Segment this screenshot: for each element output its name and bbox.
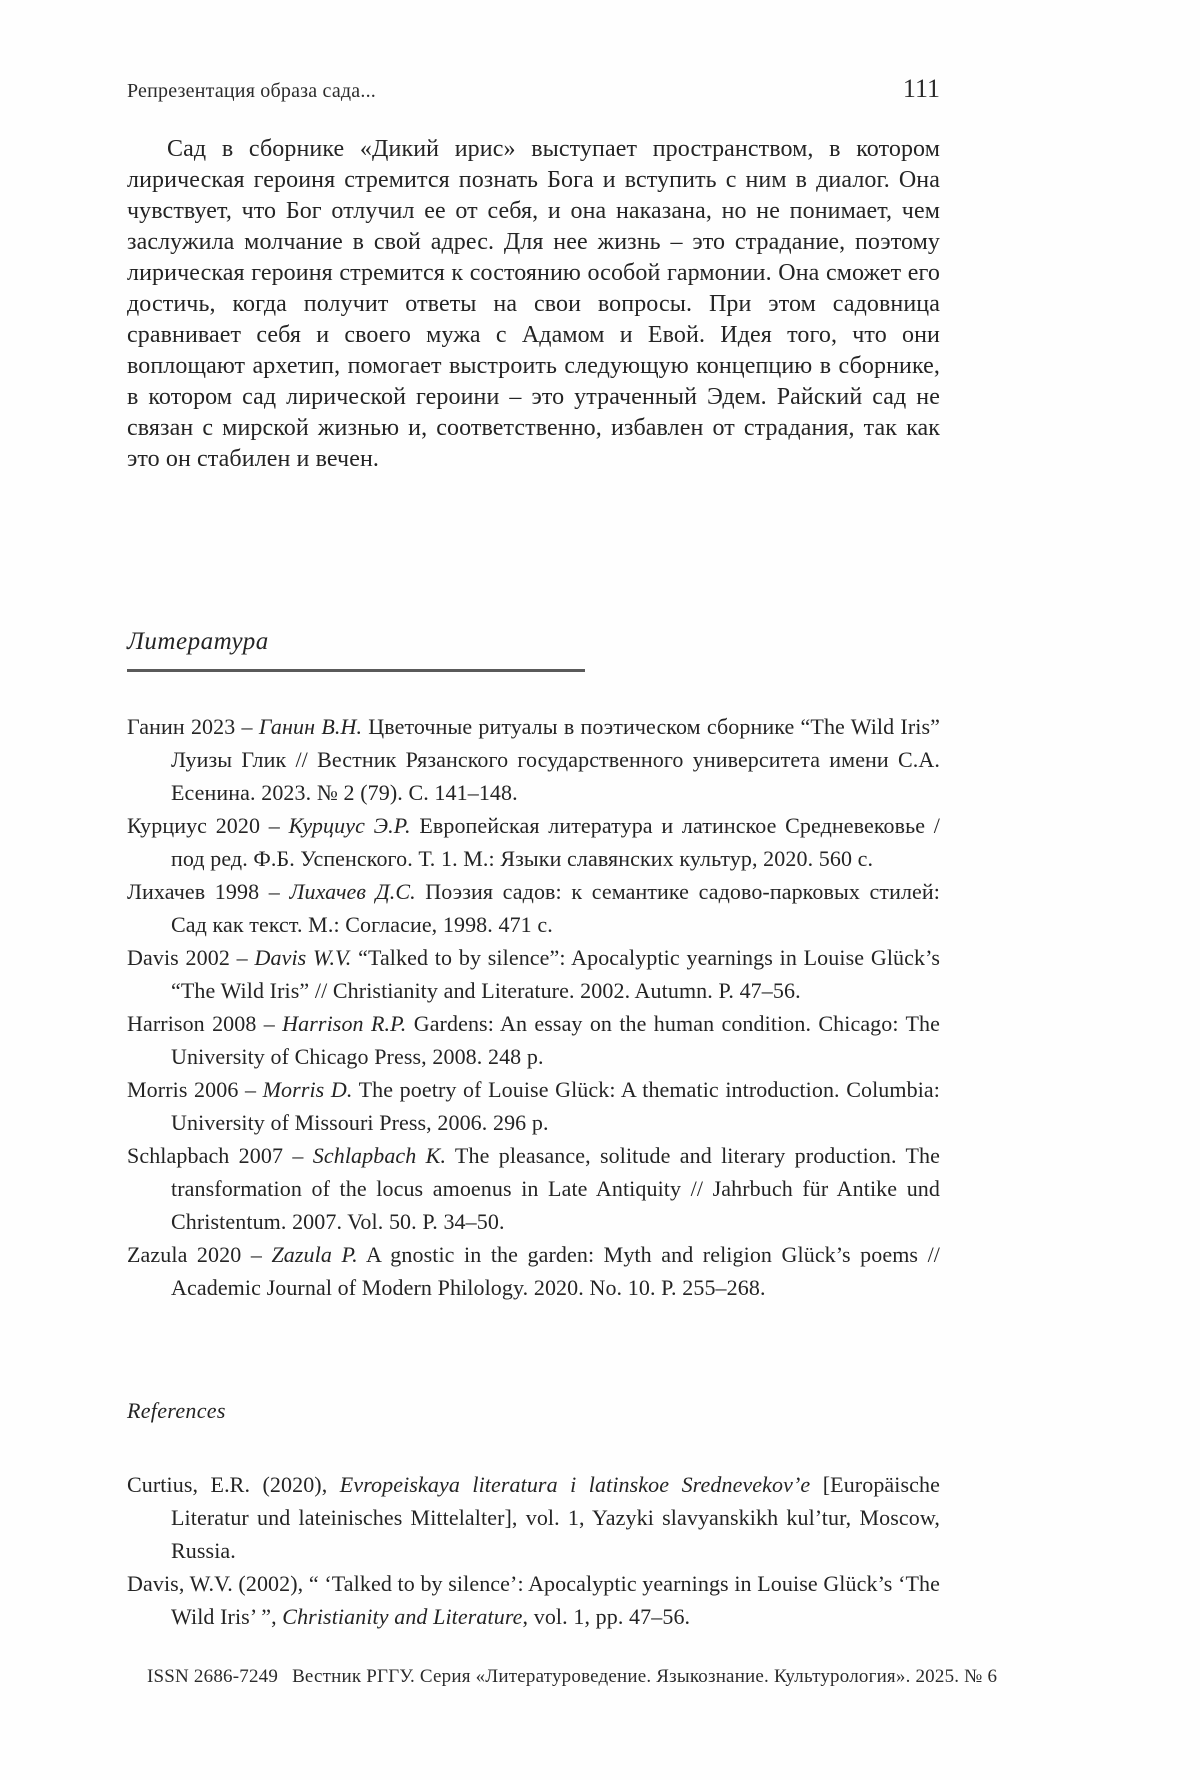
bibliography-entry <box>127 1468 940 1567</box>
entry-text: Поэзия садов: к семантике садово-парковых стилей: Сад как текст. М.: Согласие, 1998. 471 с. <box>171 879 940 937</box>
entry-author-italic: Christianity and Literature <box>282 1604 523 1629</box>
entry-author-italic: Курциус Э.Р. <box>288 813 411 838</box>
literatura-heading: Литература <box>127 628 269 655</box>
entry-text: Davis, W.V. (2002), “ ‘Talked to by silence’: Apocalyptic yearnings in Louise Glück’s ‘The Wild Iris’ ”, <box>127 1571 940 1629</box>
literatura-heading-rule <box>127 669 585 672</box>
page-number: 111 <box>902 74 940 103</box>
entry-text: The poetry of Louise Glück: A thematic introduction. Columbia: University of Missouri Press, 2006. 296 p. <box>171 1077 940 1135</box>
entry-text: Morris 2006 – <box>127 1077 263 1102</box>
footer-issn: ISSN 2686-7249 <box>147 1666 279 1687</box>
entry-author-italic: Zazula P. <box>271 1242 358 1267</box>
entry-author-italic: Ганин В.Н. <box>258 714 363 739</box>
bibliography-entry <box>127 1007 940 1073</box>
entry-author-italic: Schlapbach K. <box>312 1143 447 1168</box>
entry-text: “Talked to by silence”: Apocalyptic yearnings in Louise Glück’s “The Wild Iris” // Christianity and Literature. 2002. Autumn. P. 47–56. <box>171 945 940 1003</box>
references-bibliography-list <box>127 1468 940 1633</box>
entry-author-italic: Morris D. <box>262 1077 353 1102</box>
entry-text: Цветочные ритуалы в поэтическом сборнике “The Wild Iris” Луизы Глик // Вестник Рязанского государственного университета имени С.А. Есенина. 2023. № 2 (79). С. 141–148. <box>171 714 941 805</box>
entry-text: Ганин 2023 – <box>127 714 259 739</box>
entry-text: Европейская литература и латинское Средневековье / под ред. Ф.Б. Успенского. Т. 1. М.: Языки славянских культур, 2020. 560 с. <box>171 813 941 871</box>
running-head: Репрезентация образа сада... <box>127 80 376 102</box>
entry-text: Harrison 2008 – <box>127 1011 283 1036</box>
bibliography-entry <box>127 1567 940 1633</box>
entry-text: , vol. 1, pp. 47–56. <box>522 1604 691 1629</box>
bibliography-entry <box>127 941 940 1007</box>
entry-text: Schlapbach 2007 – <box>127 1143 313 1168</box>
entry-text: The pleasance, solitude and literary production. The transformation of the locus amoenus in Late Antiquity // Jahrbuch für Antike und Christentum. 2007. Vol. 50. P. 34–50. <box>171 1143 940 1234</box>
entry-author-italic: Evropeiskaya literatura i latinskoe Srednevekov’e <box>339 1472 811 1497</box>
literatura-bibliography-list <box>127 710 940 1304</box>
bibliography-entry <box>127 1238 940 1304</box>
references-heading: References <box>127 1398 226 1423</box>
bibliography-entry <box>127 875 940 941</box>
footer-line <box>147 1666 1127 1688</box>
entry-author-italic: Davis W.V. <box>254 945 352 970</box>
entry-author-italic: Лихачев Д.С. <box>289 879 416 904</box>
bibliography-entry <box>127 1139 940 1238</box>
entry-text: Curtius, E.R. (2020), <box>127 1472 340 1497</box>
entry-text: Курциус 2020 – <box>127 813 289 838</box>
entry-text: Лихачев 1998 – <box>127 879 290 904</box>
footer-journal-title: Вестник РГГУ. Серия «Литературоведение. Языкознание. Культурология». 2025. № 6 <box>292 1666 998 1687</box>
entry-text: A gnostic in the garden: Myth and religion Glück’s poems // Academic Journal of Modern Philology. 2020. No. 10. P. 255–268. <box>171 1242 941 1300</box>
bibliography-entry <box>127 1073 940 1139</box>
entry-text: Gardens: An essay on the human condition. Chicago: The University of Chicago Press, 2008. 248 p. <box>171 1011 940 1069</box>
bibliography-entry <box>127 710 940 809</box>
entry-text: Davis 2002 – <box>127 945 255 970</box>
entry-text: [Europäische Literatur und lateinisches Mittelalter], vol. 1, Yazyki slavyanskikh kul’tur, Moscow, Russia. <box>171 1472 940 1563</box>
entry-author-italic: Harrison R.P. <box>282 1011 407 1036</box>
entry-text: Zazula 2020 – <box>127 1242 272 1267</box>
bibliography-entry <box>127 809 940 875</box>
body-paragraph: Сад в сборнике «Дикий ирис» выступает пространством, в котором лирическая героиня стремится познать Бога и вступить с ним в диалог. Она чувствует, что Бог отлучил ее от себя, и она наказана, но не понимает, чем заслужила молчание в свой адрес. Для нее жизнь – это страдание, поэтому лирическая героиня стремится к состоянию особой гармонии. Она сможет его достичь, когда получит ответы на свои вопросы. При этом садовница сравнивает себя и своего мужа с Адамом и Евой. Идея того, что они воплощают архетип, помогает выстроить следующую концепцию в сборнике, в котором сад лирической героини – это утраченный Эдем. Райский сад не связан с мирской жизнью и, соответственно, избавлен от страдания, так как это он стабилен и вечен. <box>127 136 940 472</box>
